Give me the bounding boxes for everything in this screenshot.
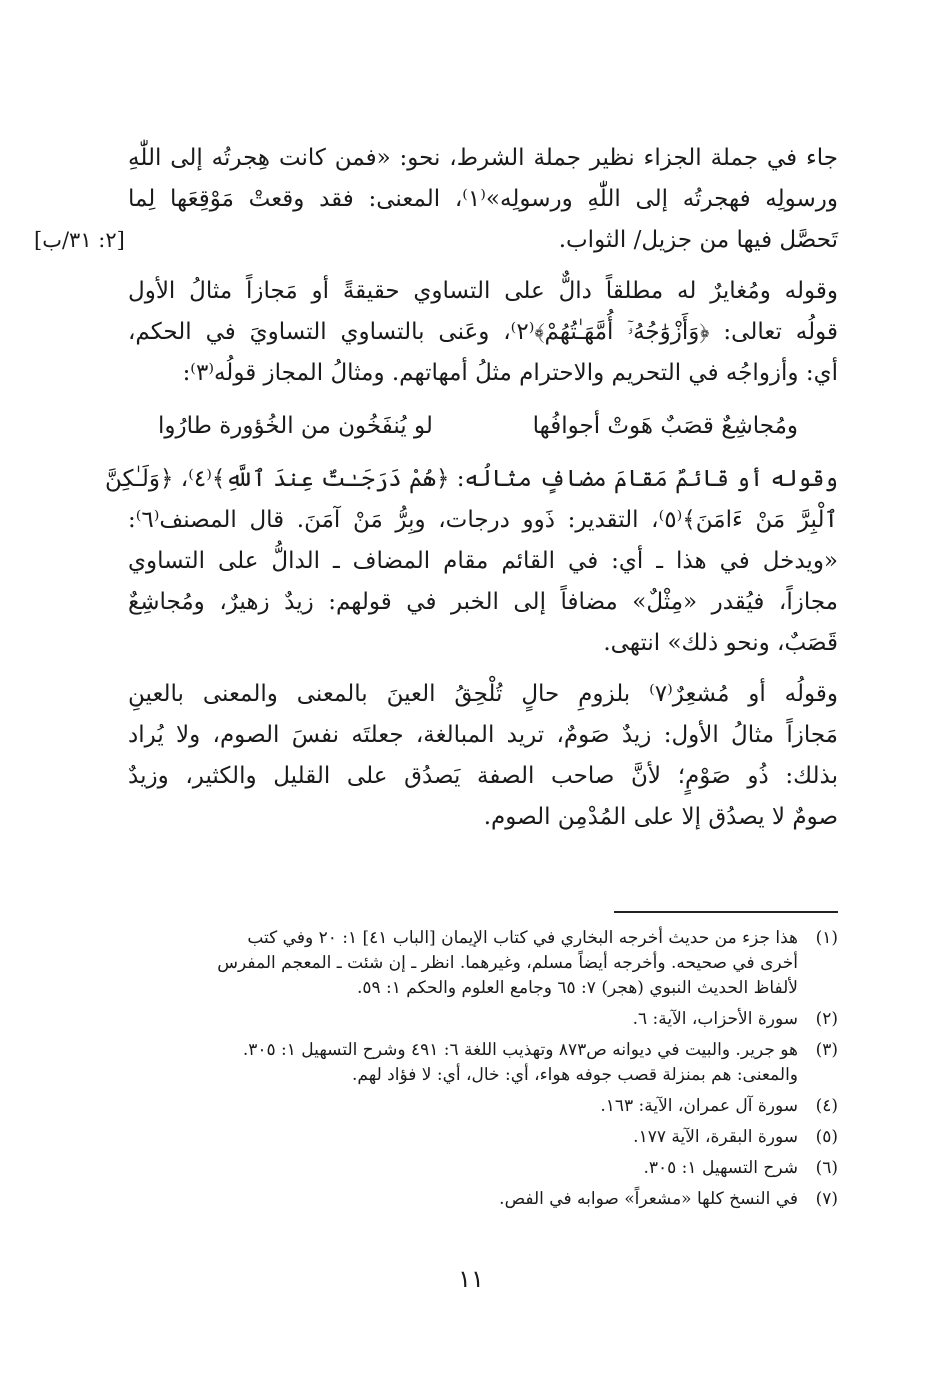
footnote — [128, 1125, 838, 1150]
footnote-number: (٧) — [815, 1189, 838, 1209]
paragraph — [128, 138, 838, 261]
footnote-line: لألفاظ الحديث النبوي (هجر) ٧: ٦٥ وجامع العلوم والحكم ١: ٥٩. — [356, 978, 798, 998]
footnote-number: (٢) — [815, 1009, 838, 1029]
poetry-verse — [128, 406, 838, 447]
text-line: «ويدخل في هذا ـ أي: في القائم مقام المضاف ـ الدالُّ على التساوي — [128, 548, 838, 574]
footnote-line: أخرى في صحيحه. وأخرجه أيضاً مسلم، وغيرهما. انظر ـ إن شئت ـ المعجم المفرس — [217, 953, 798, 973]
footnote — [128, 1007, 838, 1032]
text-line: مَجازاً مثالُ الأول: زيدٌ صَومٌ، تريد المبالغة، جعلتَه نفسَ الصوم، ولا يُراد — [128, 722, 838, 748]
text-line: وقوله ومُغايرٌ له مطلقاً دالٌّ على التساوي حقيقةً أو مَجازاً مثالُ الأول — [128, 278, 838, 304]
paragraph — [104, 459, 838, 664]
footnote-line: في النسخ كلها «مشعراً» صوابه في الفص. — [499, 1189, 798, 1209]
footnote-line: هو جرير. والبيت في ديوانه ص٨٧٣ وتهذيب اللغة ٦: ٤٩١ وشرح التسهيل ١: ٣٠٥. — [242, 1040, 798, 1060]
verse-second-hemistich: لو يُنفَخُون من الخُؤورة طارُوا — [158, 413, 433, 439]
margin-folio-reference: [٢: ٣١/ب] — [34, 228, 125, 252]
footnote-separator — [614, 911, 838, 913]
text-line: أي: وأزواجُه في التحريم والاحترام مثلُ أمهاتهم. ومثالُ المجاز قولُه⁽٣⁾: — [182, 360, 838, 386]
footnote — [128, 1094, 838, 1119]
text-line: وقولُه أو مُشعِرٌ⁽٧⁾ بلزومِ حالٍ تُلْحِقُ العينَ بالمعنى والمعنى بالعينِ — [128, 681, 838, 707]
text-line: قولُه تعالى: ﴿وَأَزْوَٰجُهُۥٓ أُمَّهَـٰتُهُمْ﴾⁽٢⁾، وعَنى بالتساوي التساويَ في الحكم، — [128, 319, 838, 345]
text-line: صومٌ لا يصدُق إلا على المُدْمِن الصوم. — [483, 804, 838, 830]
footnote — [128, 926, 838, 1001]
footnote-number: (٦) — [815, 1158, 838, 1178]
footnote-line: سورة الأحزاب، الآية: ٦. — [632, 1009, 798, 1029]
text-line: تَحصَّل فيها من جزيل/ الثواب. — [558, 227, 838, 253]
footnote-line: سورة آل عمران، الآية: ١٦٣. — [600, 1096, 798, 1116]
footnote-number: (٥) — [815, 1127, 838, 1147]
text-line: ٱلْبِرَّ مَنْ ءَامَنَ﴾⁽٥⁾، التقدير: ذَوو درجات، وبِرُّ مَنْ آمَنَ. قال المصنف⁽٦⁾: — [128, 507, 838, 533]
footnotes — [128, 926, 838, 1218]
footnote-line: سورة البقرة، الآية ١٧٧. — [633, 1127, 798, 1147]
text-line: بذلك: ذُو صَوْمٍ؛ لأنَّ صاحب الصفة يَصدُق على القليل والكثير، وزيدٌ — [128, 763, 838, 789]
footnote-number: (١) — [815, 928, 838, 948]
main-text — [104, 138, 838, 838]
text-line: جاء في جملة الجزاء نظير جملة الشرط، نحو: «فمن كانت هِجرتُه إلى اللّٰهِ — [128, 145, 838, 171]
footnote — [128, 1187, 838, 1212]
paragraph — [128, 674, 838, 838]
footnote-number: (٤) — [815, 1096, 838, 1116]
footnote-number: (٣) — [815, 1040, 838, 1060]
page-number: ١١ — [458, 1265, 484, 1293]
verse-first-hemistich: ومُجاشِعٌ قصَبٌ هَوتْ أجوافُها — [532, 413, 798, 439]
footnote-line: شرح التسهيل ١: ٣٠٥. — [643, 1158, 798, 1178]
footnote — [128, 1038, 838, 1088]
text-line: مجازاً، فيُقدر «مِثْلٌ» مضافاً إلى الخبر في قولهم: زيدٌ زهيرٌ، ومُجاشِعٌ — [128, 589, 838, 615]
footnote-line: والمعنى: هم بمنزلة قصب جوفه هواء، أي: خال، أي: لا فؤاد لهم. — [352, 1065, 798, 1085]
text-line: وقوله أو قائمٌ مَقامَ مضافٍ مثالُه: ﴿هُمْ دَرَجَـٰتٌ عِندَ ٱللَّهِ﴾⁽٤⁾، ﴿وَلَـٰكِنَّ — [104, 466, 838, 492]
text-line: ورسولِه فهجرتُه إلى اللّٰهِ ورسولِه»⁽١⁾، المعنى: فقد وقعتْ مَوْقِعَها لِما — [128, 186, 838, 212]
footnote — [128, 1156, 838, 1181]
paragraph — [128, 271, 838, 394]
footnote-line: هذا جزء من حديث أخرجه البخاري في كتاب الإيمان [الباب ٤١] ١: ٢٠ وفي كتب — [247, 928, 798, 948]
text-line: قَصَبٌ، ونحو ذلك» انتهى. — [603, 630, 838, 656]
